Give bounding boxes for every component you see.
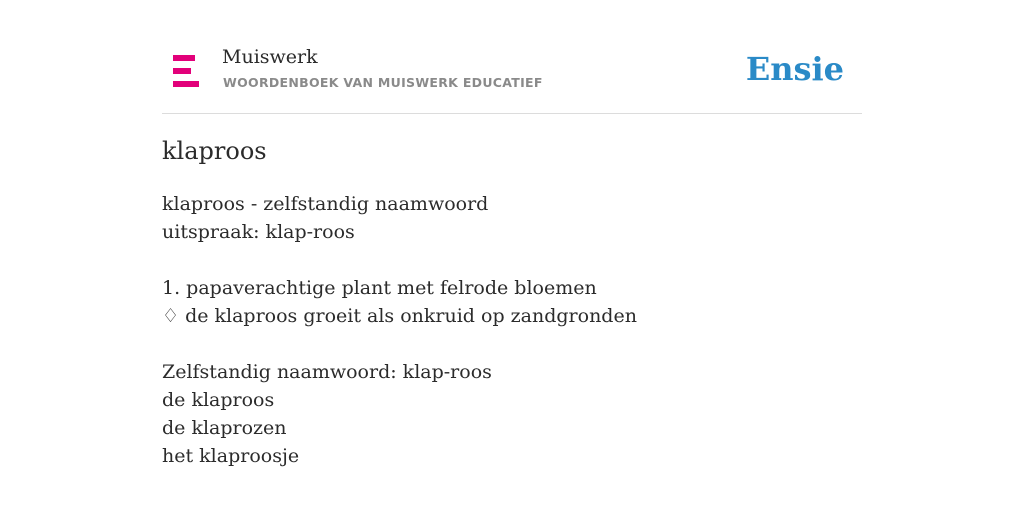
page-title: klaproos <box>162 137 267 165</box>
definition-body <box>162 190 862 470</box>
hyphenation-line: Zelfstandig naamwoord: klap-roos <box>162 361 492 383</box>
muiswerk-logo-icon[interactable] <box>173 54 199 88</box>
example-line: ♢ de klaproos groeit als onkruid op zandgronden <box>162 305 637 327</box>
plural-form-line: de klaprozen <box>162 417 287 439</box>
brand-subtitle: WOORDENBOEK VAN MUISWERK EDUCATIEF <box>223 75 543 90</box>
singular-form-line: de klaproos <box>162 389 275 411</box>
logo-bar-top <box>173 55 195 61</box>
logo-bar-middle <box>173 68 191 74</box>
diminutive-form-line: het klaproosje <box>162 445 300 467</box>
spacer <box>162 246 862 274</box>
logo-bar-bottom <box>173 81 199 87</box>
site-header <box>162 40 862 114</box>
ensie-logo-link[interactable]: Ensie <box>745 50 844 88</box>
pronunciation-line: uitspraak: klap-roos <box>162 221 355 243</box>
meaning-line: 1. papaverachtige plant met felrode bloemen <box>162 277 597 299</box>
spacer <box>162 330 862 358</box>
brand-title[interactable]: Muiswerk <box>222 46 318 68</box>
definition-headword-line: klaproos - zelfstandig naamwoord <box>162 193 489 215</box>
